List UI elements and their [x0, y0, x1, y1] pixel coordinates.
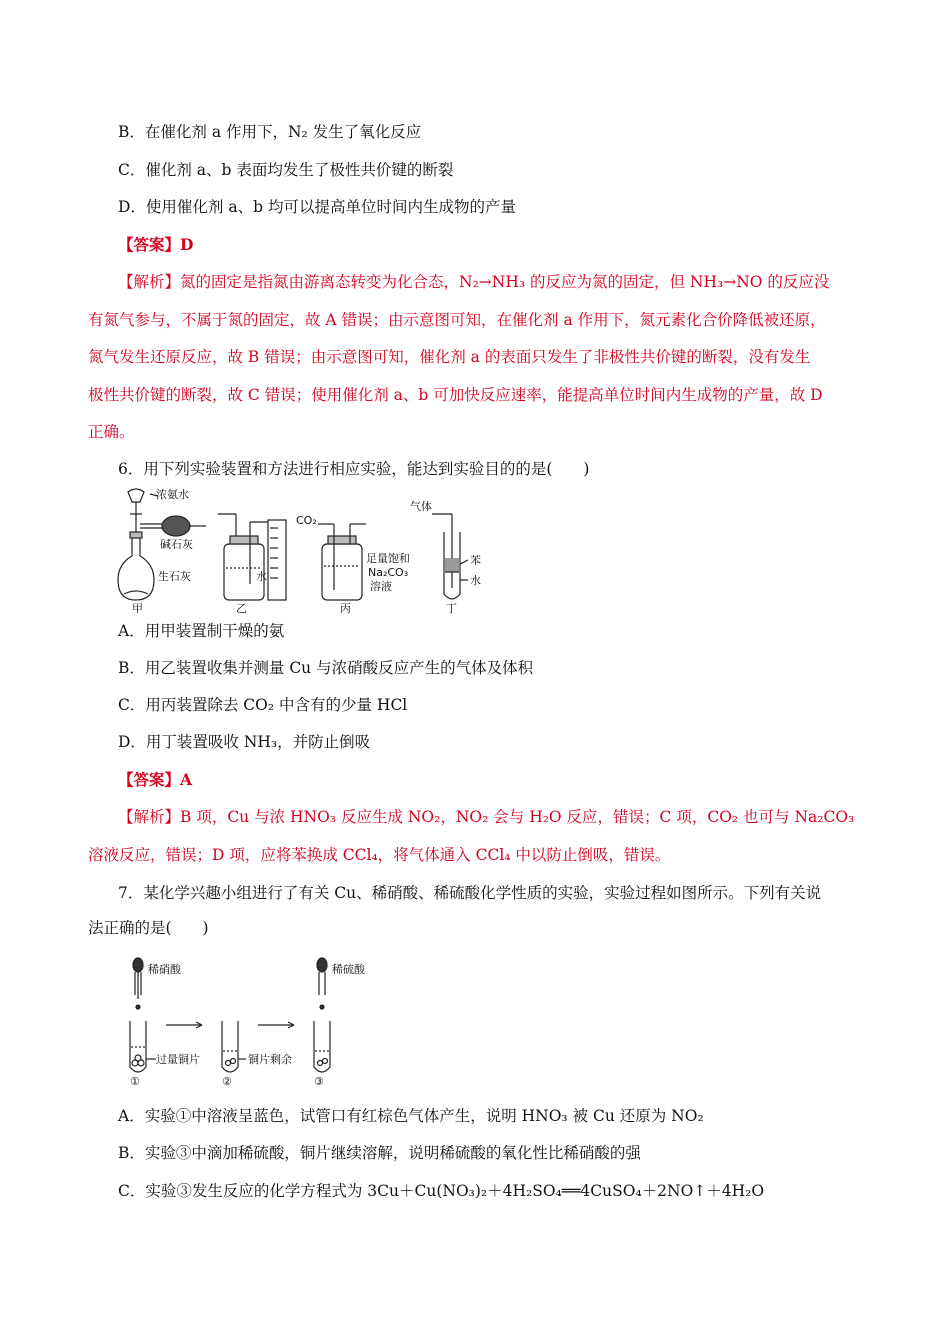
label-xixiaosuan: 稀硝酸: [148, 963, 181, 976]
label-n2: ②: [222, 1075, 232, 1088]
q7-experiment-figure: [118, 955, 388, 1090]
q5-option-d: D．使用催化剂 a、b 均可以提高单位时间内生成物的产量: [118, 198, 516, 216]
q7-experiment-svg: [118, 955, 388, 1090]
q5-analysis-line: 极性共价键的断裂，故 C 错误；使用催化剂 a、b 可加快反应速率，能提高单位时间内生成物的产量，故 D: [88, 386, 823, 404]
q7-option-b: B．实验③中滴加稀硫酸，铜片继续溶解，说明稀硫酸的氧化性比稀硝酸的强: [118, 1144, 641, 1162]
q5-analysis-line: 氮气发生还原反应，故 B 错误；由示意图可知，催化剂 a 的表面只发生了非极性共价键的断裂，没有发生: [88, 348, 811, 366]
label-xiliusuan: 稀硫酸: [332, 963, 365, 976]
q5-answer: 【答案】D: [118, 235, 194, 254]
label-shengyu: 铜片剩余: [248, 1053, 292, 1066]
label-jianshihui: 碱石灰: [160, 538, 193, 551]
label-ben: 苯: [470, 554, 481, 567]
q7-option-c: C．实验③发生反应的化学方程式为 3Cu＋Cu(NO₃)₂＋4H₂SO₄══4CuSO₄＋2NO↑＋4H₂O: [118, 1182, 765, 1200]
label-n1: ①: [130, 1075, 140, 1088]
q7-option-a: A．实验①中溶液呈蓝色，试管口有红棕色气体产生，说明 HNO₃ 被 Cu 还原为 NO₂: [118, 1107, 704, 1125]
q5-option-c: C．催化剂 a、b 表面均发生了极性共价键的断裂: [118, 161, 454, 179]
q6-analysis-line: 【解析】B 项，Cu 与浓 HNO₃ 反应生成 NO₂，NO₂ 会与 H₂O 反应，错误；C 项，CO₂ 也可与 Na₂CO₃: [118, 808, 855, 826]
label-zuliang: 足量饱和: [366, 552, 410, 565]
label-na2co3: Na₂CO₃: [368, 566, 409, 579]
q6-option-a: A．用甲装置制干燥的氨: [118, 622, 285, 640]
label-shui: 水: [256, 570, 267, 583]
label-n3: ③: [314, 1075, 324, 1088]
q6-apparatus-figure: [112, 484, 502, 616]
label-yi: 乙: [236, 602, 247, 615]
q5-analysis-line: 【解析】氮的固定是指氮由游离态转变为化合态，N₂→NH₃ 的反应为氮的固定，但 NH₃→NO 的反应没: [118, 273, 830, 291]
q5-option-b: B．在催化剂 a 作用下，N₂ 发生了氧化反应: [118, 123, 422, 141]
q6-analysis-line: 溶液反应，错误；D 项，应将苯换成 CCl₄，将气体通入 CCl₄ 中以防止倒吸，错误。: [88, 846, 671, 864]
label-ding: 丁: [446, 602, 457, 615]
q7-stem-line: 7．某化学兴趣小组进行了有关 Cu、稀硝酸、稀硫酸化学性质的实验，实验过程如图所示。下列有关说: [118, 884, 822, 902]
q6-apparatus-svg: [112, 484, 502, 616]
label-qiti: 气体: [410, 500, 432, 513]
q7-stem-line: 法正确的是( ): [88, 919, 209, 937]
label-guoliang: 过量铜片: [156, 1053, 200, 1066]
label-jia: 甲: [132, 602, 143, 615]
label-bing: 丙: [340, 602, 351, 615]
q5-analysis-line: 有氮气参与，不属于氮的固定，故 A 错误；由示意图可知，在催化剂 a 作用下，氮元素化合价降低被还原，: [88, 311, 826, 329]
label-co2: CO₂: [296, 514, 317, 527]
q6-option-c: C．用丙装置除去 CO₂ 中含有的少量 HCl: [118, 696, 408, 714]
q6-stem: 6．用下列实验装置和方法进行相应实验，能达到实验目的的是( ): [118, 460, 590, 478]
q6-answer: 【答案】A: [118, 770, 193, 789]
q6-option-b: B．用乙装置收集并测量 Cu 与浓硝酸反应产生的气体及体积: [118, 659, 534, 677]
q5-analysis-line: 正确。: [88, 423, 135, 441]
q6-option-d: D．用丁装置吸收 NH₃，并防止倒吸: [118, 733, 371, 751]
label-shui2: 水: [470, 574, 481, 587]
label-rongye: 溶液: [370, 580, 392, 593]
label-shengshihui: 生石灰: [158, 570, 191, 583]
label-nong-anshui: 浓氨水: [156, 488, 189, 501]
